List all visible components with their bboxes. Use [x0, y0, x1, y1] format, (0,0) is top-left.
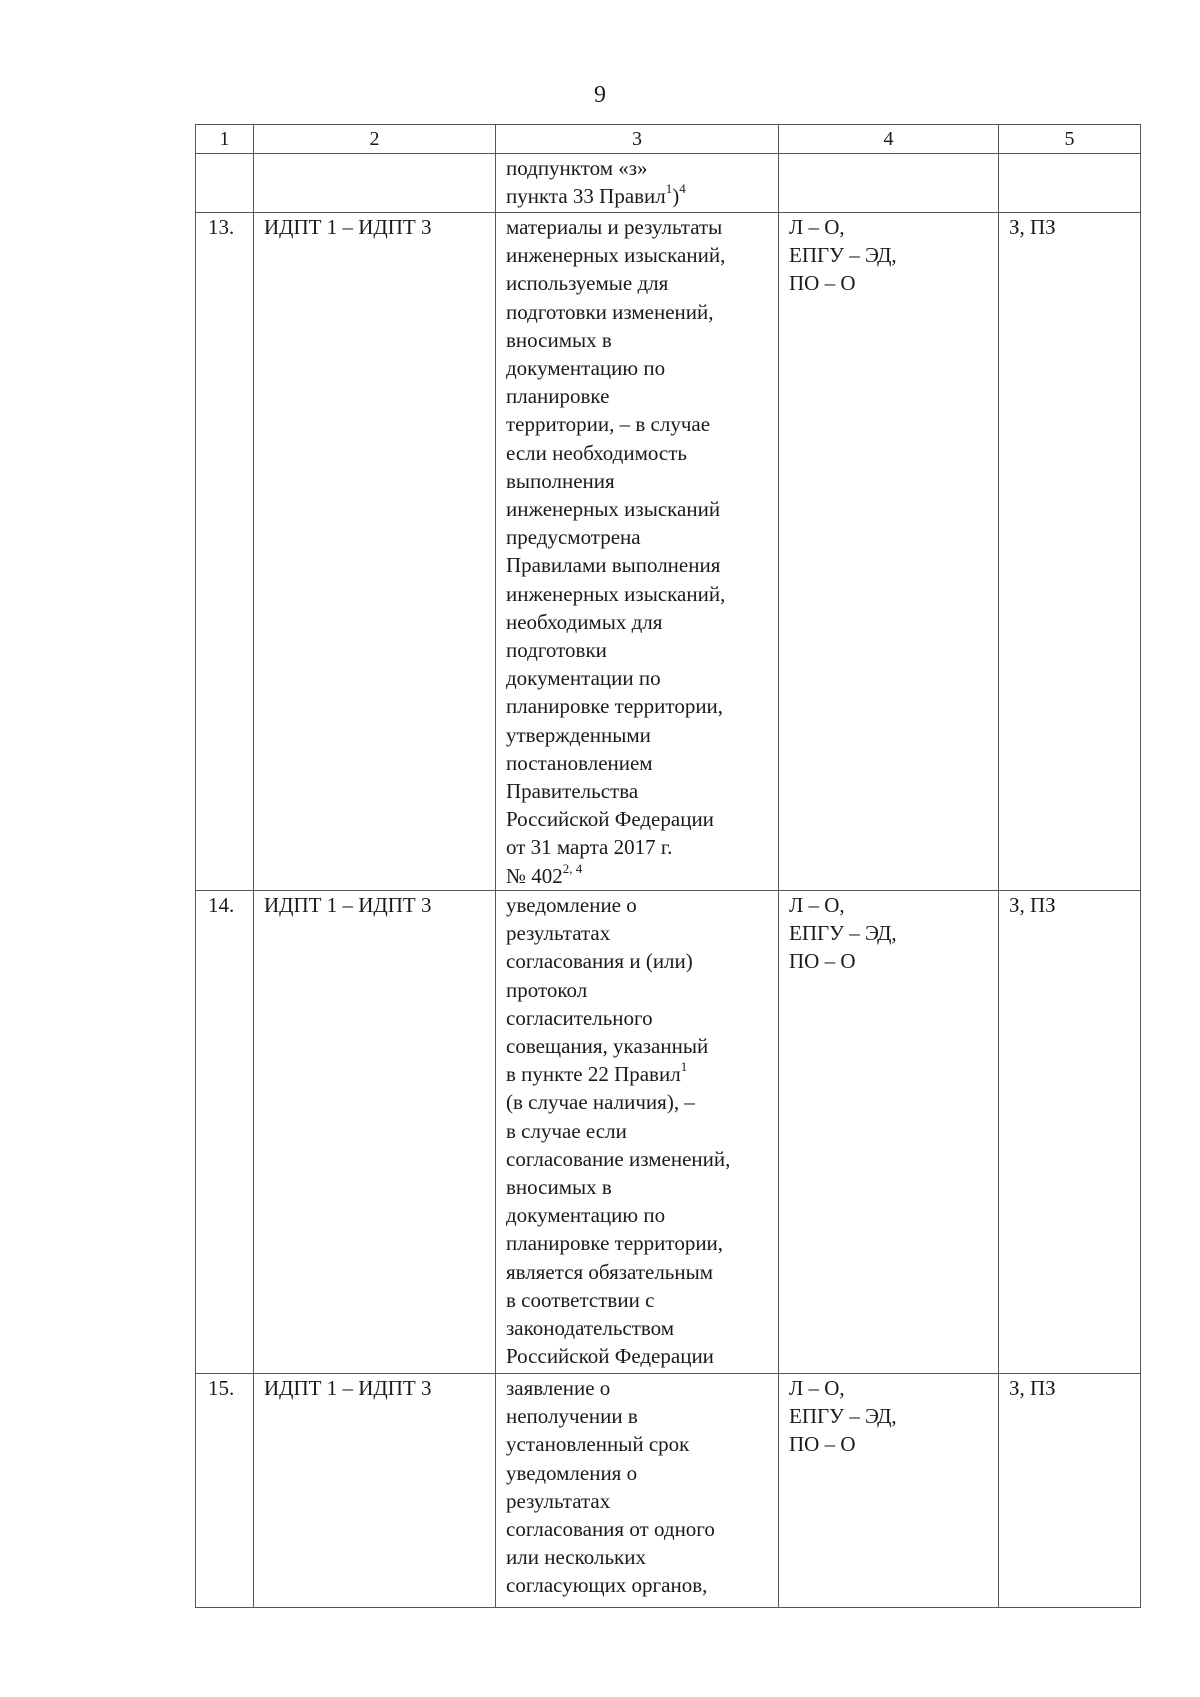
document-description-cell	[496, 154, 779, 213]
text-line: неполучении в	[506, 1404, 638, 1429]
text-line: согласования и (или)	[506, 949, 693, 974]
text-line: используемые для	[506, 271, 669, 296]
document-description-cell	[496, 1374, 779, 1608]
footnote-ref: 1	[680, 1059, 688, 1075]
document-type-cell	[999, 154, 1141, 213]
table-row	[196, 213, 1141, 891]
document-code-cell: ИДПТ 1 – ИДПТ 3	[254, 213, 496, 891]
text-line: планировке территории,	[506, 694, 724, 719]
submission-form-cell	[779, 891, 999, 1374]
text-line: выполнения	[506, 468, 615, 493]
text-line: результатах	[506, 921, 611, 946]
footnote-ref: 4	[679, 181, 686, 197]
document-code-cell: ИДПТ 1 – ИДПТ 3	[254, 891, 496, 1374]
text-line: согласование изменений,	[506, 1146, 731, 1171]
text-line: согласующих органов,	[506, 1573, 708, 1598]
document-description-cell	[496, 891, 779, 1374]
submission-form-cell	[779, 154, 999, 213]
text-line: вносимых в	[506, 327, 612, 352]
header-cell: 4	[779, 125, 999, 154]
document-type-cell: З, ПЗ	[999, 891, 1141, 1374]
text-line: документации по	[506, 666, 661, 691]
header-cell: 2	[254, 125, 496, 154]
text-line: или нескольких	[506, 1545, 646, 1570]
header-cell: 5	[999, 125, 1141, 154]
form-line: ПО – О	[789, 1432, 856, 1457]
table-row	[196, 891, 1141, 1374]
submission-form-cell	[779, 1374, 999, 1608]
text-line: Правительства	[506, 779, 639, 804]
text-line: Российской Федерации	[506, 1344, 714, 1369]
text-line: пункта 33 Правил$^1$)$^4$	[506, 181, 686, 209]
submission-form-cell	[779, 213, 999, 891]
text-line: документацию по	[506, 1203, 666, 1228]
document-description-cell	[496, 213, 779, 891]
document-code-cell: ИДПТ 1 – ИДПТ 3	[254, 1374, 496, 1608]
text-line: инженерных изысканий,	[506, 581, 726, 606]
table-header-row	[196, 125, 1141, 154]
text-line: Правилами выполнения	[506, 553, 721, 578]
text-line: уведомление о	[506, 893, 637, 917]
footnote-ref: 1	[665, 181, 673, 197]
text-line: постановлением	[506, 750, 653, 775]
form-line: Л – О,	[789, 215, 845, 239]
row-number-cell: 14.	[196, 891, 254, 1374]
form-line: ПО – О	[789, 949, 856, 974]
document-type-cell: З, ПЗ	[999, 213, 1141, 891]
text-line: уведомления о	[506, 1460, 638, 1485]
header-cell: 3	[496, 125, 779, 154]
page-number: 9	[594, 82, 606, 108]
form-line: ПО – О	[789, 271, 856, 296]
header-cell: 1	[196, 125, 254, 154]
text-line: инженерных изысканий	[506, 497, 721, 522]
text-line: установленный срок	[506, 1432, 690, 1457]
requirements-table	[195, 124, 1141, 1608]
table-row	[196, 1374, 1141, 1608]
text-line: если необходимость	[506, 440, 687, 465]
text-line: инженерных изысканий,	[506, 243, 726, 268]
text-line: Российской Федерации	[506, 807, 714, 832]
text-line: заявление о	[506, 1376, 611, 1400]
text-line: совещания, указанный	[506, 1034, 709, 1059]
text-line: (в случае наличия), –	[506, 1090, 695, 1115]
text-line: законодательством	[506, 1316, 675, 1341]
text-line: протокол	[506, 977, 588, 1002]
text-line: от 31 марта 2017 г.	[506, 835, 673, 860]
footnote-ref: 2, 4	[562, 860, 583, 876]
form-line: Л – О,	[789, 893, 845, 917]
text-line: материалы и результаты	[506, 215, 723, 239]
form-line: ЕПГУ – ЭД,	[789, 243, 897, 268]
text-line: территории, – в случае	[506, 412, 711, 437]
text-line: вносимых в	[506, 1175, 612, 1200]
text-line: является обязательным	[506, 1259, 714, 1284]
form-line: ЕПГУ – ЭД,	[789, 1404, 897, 1429]
description-lines	[506, 1374, 776, 1600]
text-line: подпунктом «з»	[506, 156, 648, 180]
text-line: № 402$^{2, 4}$	[506, 860, 583, 888]
text-line: планировке территории,	[506, 1231, 724, 1256]
table-row-continuation	[196, 154, 1141, 213]
text-line: утвержденными	[506, 722, 651, 747]
description-lines	[506, 891, 776, 1060]
text-line: согласительного	[506, 1005, 653, 1030]
form-line: Л – О,	[789, 1376, 845, 1400]
text-line: подготовки изменений,	[506, 299, 714, 324]
row-number-cell: 13.	[196, 213, 254, 891]
text-line: в пункте 22 Правил$^1$	[506, 1059, 688, 1087]
document-code-cell	[254, 154, 496, 213]
text-line: в соответствии с	[506, 1287, 655, 1312]
description-lines	[506, 1088, 776, 1370]
text-line: согласования от одного	[506, 1517, 715, 1542]
text-line: документацию по	[506, 356, 666, 381]
document-type-cell: З, ПЗ	[999, 1374, 1141, 1608]
text-line: результатах	[506, 1488, 611, 1513]
text-line: подготовки	[506, 638, 607, 663]
text-line: необходимых для	[506, 609, 663, 634]
text-line: предусмотрена	[506, 525, 641, 550]
row-number-cell	[196, 154, 254, 213]
row-number-cell: 15.	[196, 1374, 254, 1608]
text-line: планировке	[506, 384, 610, 409]
description-lines	[506, 213, 776, 862]
text-line: в случае если	[506, 1118, 627, 1143]
form-line: ЕПГУ – ЭД,	[789, 921, 897, 946]
